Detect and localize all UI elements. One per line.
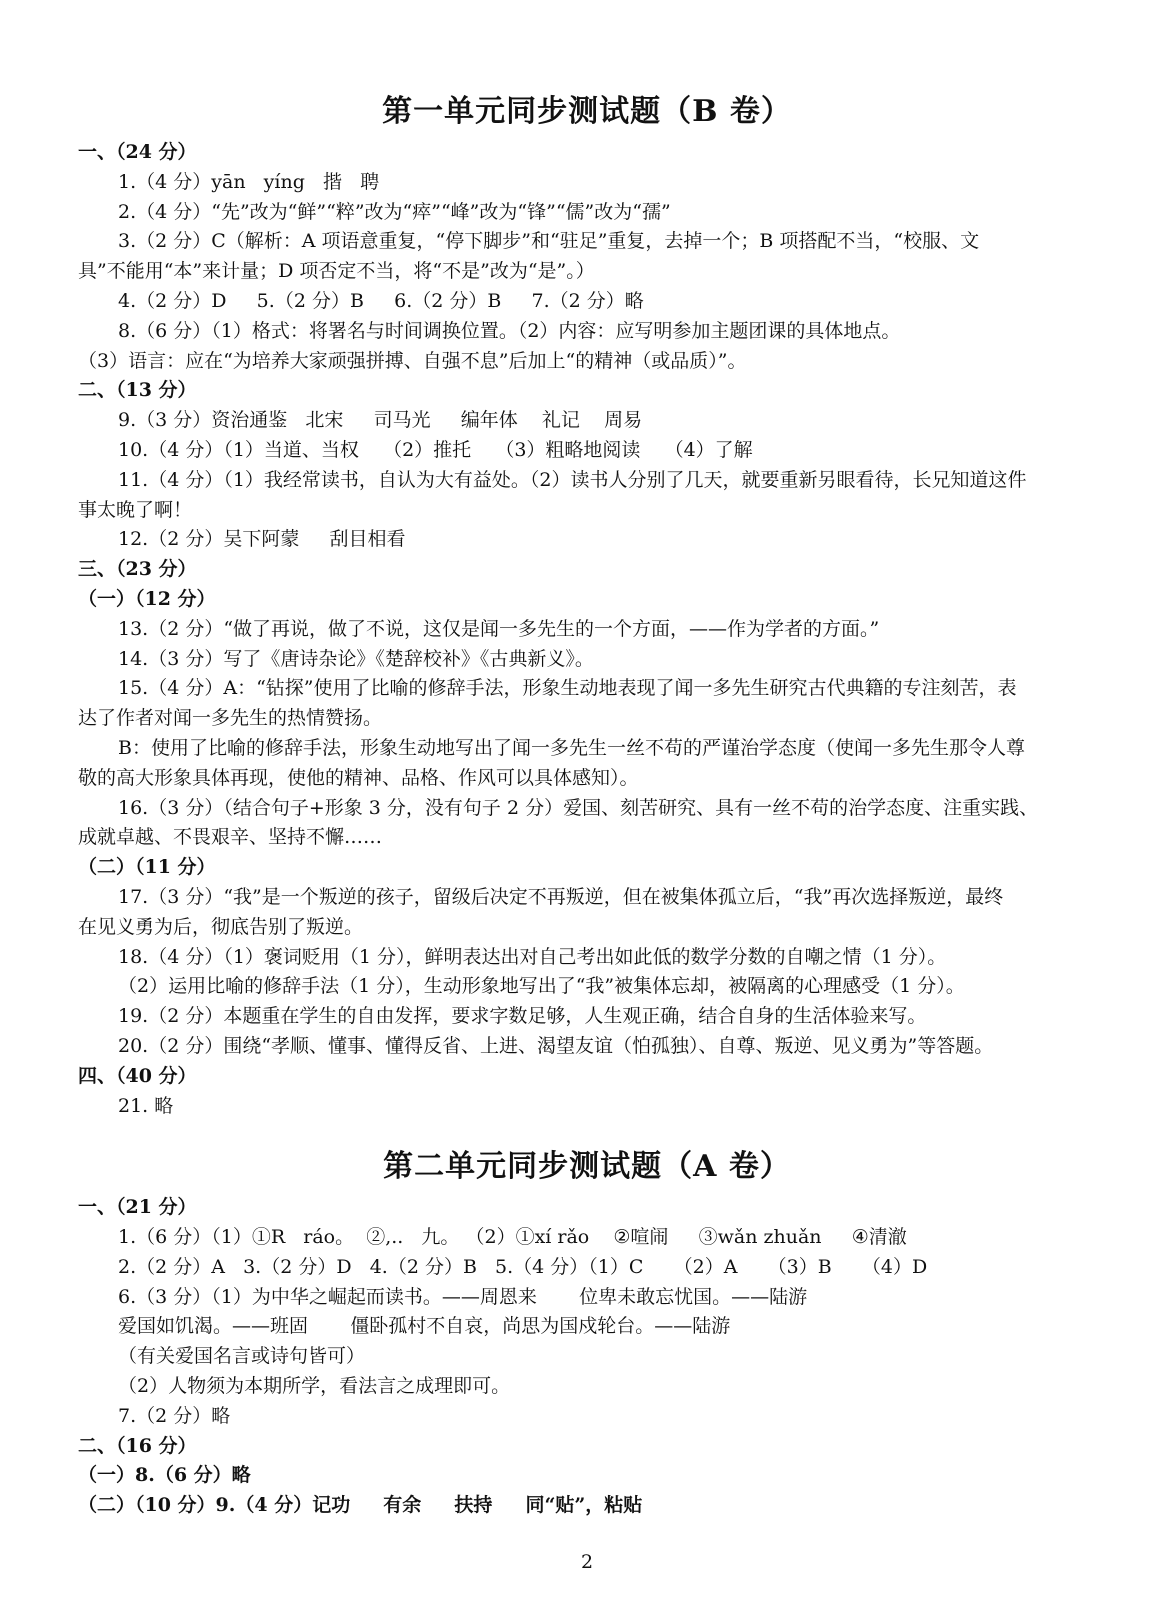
answer-line: （2）人物须为本期所学，看法言之成理即可。	[118, 1375, 511, 1398]
answer-line: 17.（3 分）“我”是一个叛逆的孩子，留级后决定不再叛逆，但在被集体孤立后，“我”再次选择叛逆，最终	[118, 885, 1004, 908]
answer-line: 14.（3 分）写了《唐诗杂论》《楚辞校补》《古典新义》。	[118, 647, 594, 670]
section-heading: （一）8.（6 分）略	[78, 1464, 251, 1487]
section-heading: 一、（21 分）	[78, 1196, 197, 1219]
answer-line: 6.（3 分）（1）为中华之崛起而读书。——周恩来 位卑未敢忘忧国。——陆游	[118, 1285, 808, 1308]
page-number: 2	[580, 1551, 594, 1573]
answer-line: 爱国如饥渴。——班固 僵卧孤村不自哀，尚思为国戍轮台。——陆游	[118, 1315, 731, 1338]
answer-line: 2.（2 分）A 3.（2 分）D 4.（2 分）B 5.（4 分）（1）C （2）A （3）B （4）D	[118, 1255, 928, 1278]
section-heading: 一、（24 分）	[78, 141, 197, 163]
section-heading: 四、（40 分）	[78, 1064, 197, 1087]
section-heading: （一）（12 分）	[78, 587, 216, 610]
answer-line: （有关爱国名言或诗句皆可）	[118, 1345, 366, 1368]
answer-line: 9.（3 分）资治通鉴 北宋 司马光 编年体 礼记 周易	[118, 409, 643, 432]
answer-line: 21. 略	[118, 1094, 174, 1117]
answer-line: 2.（4 分）“先”改为“鲜”“粹”改为“瘁”“峰”改为“锋”“儒”改为“孺”	[118, 200, 671, 223]
answer-line: （2）运用比喻的修辞手法（1 分），生动形象地写出了“我”被集体忘却，被隔离的心理感受（1 分）。	[118, 975, 965, 998]
answer-line: 事太晚了啊！	[78, 498, 193, 521]
answer-line: 1.（6 分）（1）①R ráo。 ②,.. 九。 （2）①xí rǎo ②喧闹 ③wǎn zhuǎn ④清澈	[118, 1226, 907, 1249]
answer-line: 15.（4 分）A：“钻探”使用了比喻的修辞手法，形象生动地表现了闻一多先生研究古代典籍的专注刻苦，表	[118, 677, 1017, 700]
section-heading: 三、（23 分）	[78, 558, 197, 581]
answer-line: 19.（2 分）本题重在学生的自由发挥，要求字数足够，人生观正确，结合自身的生活体验来写。	[118, 1005, 927, 1028]
answer-line: 具”不能用“本”来计量；D 项否定不当，将“不是”改为“是”。）	[78, 260, 595, 283]
answer-line: 11.（4 分）（1）我经常读书，自认为大有益处。（2）读书人分别了几天，就要重新另眼看待，长兄知道这件	[118, 468, 1027, 491]
answer-line: 16.（3 分）（结合句子+形象 3 分，没有句子 2 分）爱国、刻苦研究、具有一丝不苟的治学态度、注重实践、	[118, 796, 1039, 819]
answer-line: 12.（2 分）吴下阿蒙 刮目相看	[118, 528, 406, 551]
answer-line: 1.（4 分）yān yíng 揩 聘	[118, 170, 380, 193]
section-heading: 二、（13 分）	[78, 379, 197, 402]
answer-line: （3）语言：应在“为培养大家顽强拼搏、自强不息”后加上“的精神（或品质）”。	[78, 349, 747, 372]
answer-line: B：使用了比喻的修辞手法，形象生动地写出了闻一多先生一丝不苟的严谨治学态度（使闻一多先生那令人尊	[118, 736, 1025, 759]
section-heading: （二）（11 分）	[78, 856, 216, 879]
answer-line: 10.（4 分）（1）当道、当权 （2）推托 （3）粗略地阅读 （4）了解	[118, 438, 753, 461]
section-title: 第二单元同步测试题（A 卷）	[383, 1149, 791, 1185]
sections-container	[78, 88, 1096, 1521]
answer-line: 成就卓越、不畏艰辛、坚持不懈……	[78, 826, 383, 849]
answer-line: 敬的高大形象具体再现，使他的精神、品格、作风可以具体感知）。	[78, 766, 639, 789]
answer-line: 18.（4 分）（1）褒词贬用（1 分），鲜明表达出对自己考出如此低的数学分数的自嘲之情（1 分）。	[118, 945, 947, 968]
answer-line: 3.（2 分）C（解析：A 项语意重复，“停下脚步”和“驻足”重复，去掉一个；B 项搭配不当，“校服、文	[118, 230, 980, 253]
answer-line: 达了作者对闻一多先生的热情赞扬。	[78, 707, 383, 730]
answer-line: 4.（2 分）D 5.（2 分）B 6.（2 分）B 7.（2 分）略	[118, 289, 644, 312]
section-heading: （二）（10 分）9.（4 分）记功 有余 扶持 同“贴”，粘贴	[78, 1494, 643, 1517]
answer-line: 7.（2 分）略	[118, 1404, 231, 1427]
answer-line: 在见义勇为后，彻底告别了叛逆。	[78, 915, 364, 938]
answer-line: 8.（6 分）（1）格式：将署名与时间调换位置。（2）内容：应写明参加主题团课的具体地点。	[118, 319, 901, 342]
answer-line: 20.（2 分）围绕“孝顺、懂事、懂得反省、上进、渴望友谊（怕孤独）、自尊、叛逆、见义勇为”等答题。	[118, 1034, 994, 1057]
answer-line: 13.（2 分）“做了再说，做了不说，这仅是闻一多先生的一个方面，——作为学者的方面。”	[118, 617, 880, 640]
section-heading: 二、（16 分）	[78, 1434, 197, 1457]
section-title: 第一单元同步测试题（B 卷）	[382, 94, 792, 129]
